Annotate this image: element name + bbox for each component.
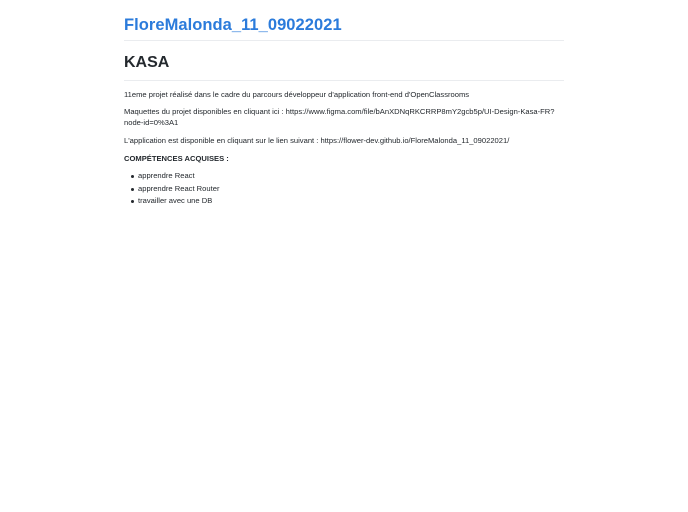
content bbox=[124, 0, 564, 208]
skills-list bbox=[124, 170, 564, 208]
mockups-text: Maquettes du projet disponibles en cliquant ici : https://www.figma.com/file/bAnXDNqRKCRRP8mY2gcb5p/UI-Design-Kasa-FR?node-id=0%3A1 bbox=[124, 107, 555, 127]
bullet-icon bbox=[131, 188, 134, 191]
bullet-icon bbox=[131, 175, 134, 178]
list-item bbox=[138, 170, 564, 183]
skill-label: apprendre React bbox=[138, 171, 195, 180]
skill-label: apprendre React Router bbox=[138, 183, 220, 193]
bullet-icon bbox=[131, 200, 134, 203]
site-title-link[interactable]: FloreMalonda_11_09022021 bbox=[124, 14, 564, 41]
page-heading: KASA bbox=[124, 52, 564, 81]
list-item bbox=[138, 195, 564, 208]
intro-text: 11eme projet réalisé dans le cadre du parcours développeur d'application front-end d'OpenClassrooms bbox=[124, 90, 470, 99]
skill-label: travailler avec une DB bbox=[138, 196, 213, 205]
skills-title: COMPÉTENCES ACQUISES : bbox=[124, 154, 229, 163]
list-item bbox=[138, 183, 564, 196]
app-link-text: L'application est disponible en cliquant sur le lien suivant : https://flower-dev.github.io/FloreMalonda_11_09022021/ bbox=[124, 136, 510, 145]
